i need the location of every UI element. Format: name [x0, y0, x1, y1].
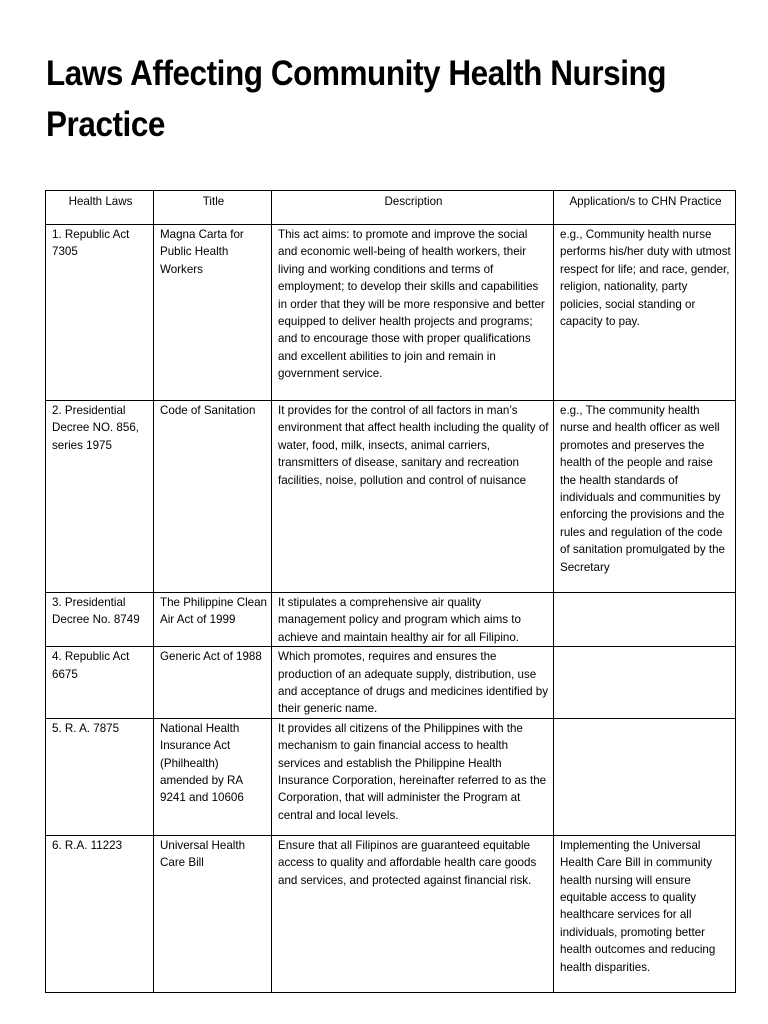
- health-laws-table: [45, 190, 736, 993]
- cell-application: e.g., Community health nurse performs his/her duty with utmost respect for life; and race, gender, religion, nationality, party policies, social standing or capacity to pay.: [554, 225, 736, 401]
- cell-application: e.g., The community health nurse and health officer as well promotes and preserves the health of the people and raise the health standards of individuals and communities by enforcing the provisions and the rules and regulation of the code of sanitation promulgated by the Secretary: [554, 401, 736, 593]
- header-application: Application/s to CHN Practice: [554, 191, 736, 225]
- header-title: Title: [154, 191, 272, 225]
- cell-law: 4. Republic Act 6675: [46, 647, 154, 719]
- cell-title: The Philippine Clean Air Act of 1999: [154, 593, 272, 647]
- cell-law: 3. Presidential Decree No. 8749: [46, 593, 154, 647]
- table-row: [46, 593, 736, 647]
- cell-law: 2. Presidential Decree NO. 856, series 1975: [46, 401, 154, 593]
- cell-description: It provides all citizens of the Philippines with the mechanism to gain financial access to health services and establish the Philippine Health Insurance Corporation, hereinafter referred to as the Corporation, that will administer the Program at central and local levels.: [272, 718, 554, 835]
- cell-law: 5. R. A. 7875: [46, 718, 154, 835]
- table-row: [46, 835, 736, 992]
- cell-law: 1. Republic Act 7305: [46, 225, 154, 401]
- cell-title: Magna Carta for Public Health Workers: [154, 225, 272, 401]
- cell-title: National Health Insurance Act (Philhealth) amended by RA 9241 and 10606: [154, 718, 272, 835]
- cell-description: It stipulates a comprehensive air quality management policy and program which aims to achieve and maintain healthy air for all Filipino.: [272, 593, 554, 647]
- table-row: [46, 225, 736, 401]
- table-row: [46, 401, 736, 593]
- table-row: [46, 647, 736, 719]
- cell-title: Code of Sanitation: [154, 401, 272, 593]
- table-header-row: [46, 191, 736, 225]
- header-description: Description: [272, 191, 554, 225]
- cell-description: Which promotes, requires and ensures the production of an adequate supply, distribution, use and acceptance of drugs and medicines identified by their generic name.: [272, 647, 554, 719]
- cell-application: [554, 718, 736, 835]
- cell-title: Universal Health Care Bill: [154, 835, 272, 992]
- cell-description: This act aims: to promote and improve the social and economic well-being of health workers, their living and working conditions and terms of employment; to develop their skills and capabilities in order that they will be more responsive and better equipped to deliver health projects and programs; and to encourage those with proper qualifications and excellent abilities to join and remain in government service.: [272, 225, 554, 401]
- table-row: [46, 718, 736, 835]
- header-health-laws: Health Laws: [46, 191, 154, 225]
- cell-description: It provides for the control of all factors in man’s environment that affect health including the quality of water, food, milk, insects, animal carriers, transmitters of disease, sanitary and recreation facilities, noise, pollution and control of nuisance: [272, 401, 554, 593]
- cell-title: Generic Act of 1988: [154, 647, 272, 719]
- page-title: Laws Affecting Community Health Nursing Practice: [46, 54, 667, 144]
- cell-application: Implementing the Universal Health Care Bill in community health nursing will ensure equitable access to quality healthcare services for all individuals, promoting better health outcomes and reducing health disparities.: [554, 835, 736, 992]
- cell-description: Ensure that all Filipinos are guaranteed equitable access to quality and affordable health care goods and services, and protected against financial risk.: [272, 835, 554, 992]
- cell-application: [554, 593, 736, 647]
- cell-application: [554, 647, 736, 719]
- cell-law: 6. R.A. 11223: [46, 835, 154, 992]
